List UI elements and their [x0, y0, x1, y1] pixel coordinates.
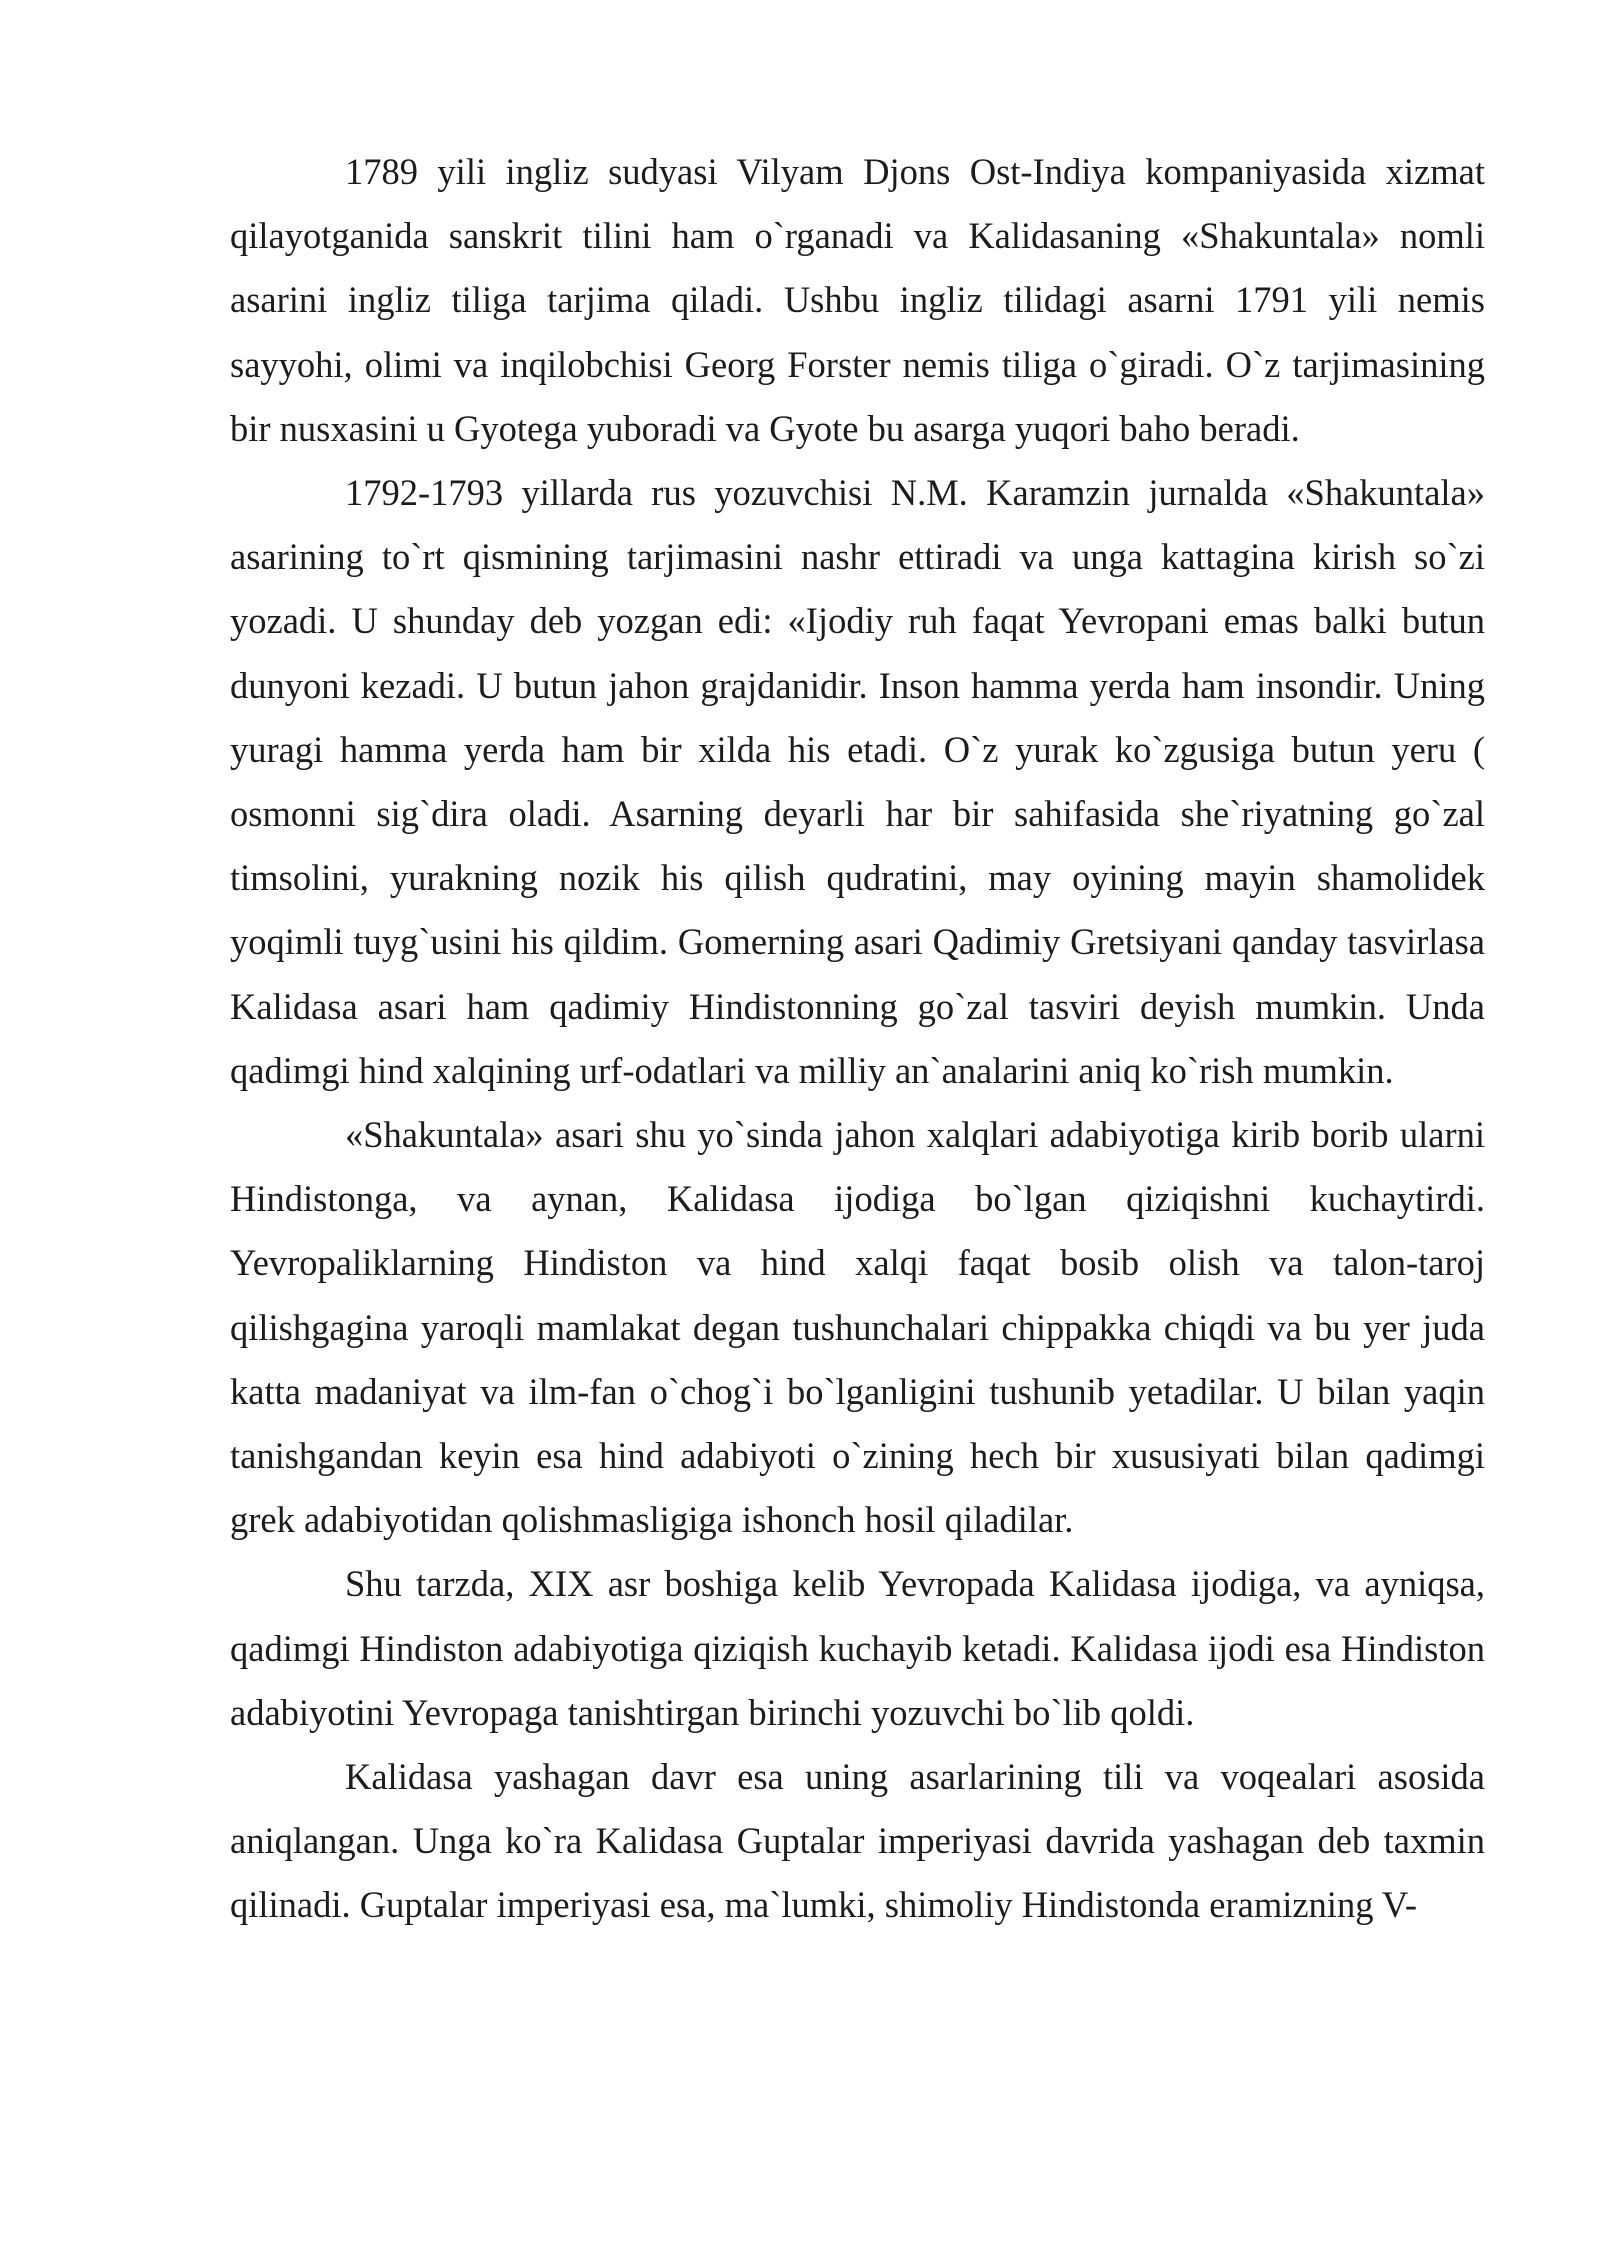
paragraph-3: «Shakuntala» asari shu yo`sinda jahon xalqlari adabiyotiga kirib borib ularni Hindistonga, va aynan, Kalidasa ijodiga bo`lgan qiziqishni kuchaytirdi. Yevropaliklarning Hindiston va hind xalqi faqat bosib olish va talon-taroj qilishgagina yaroqli mamlakat degan tushunchalari chippakka chiqdi va bu yer juda katta madaniyat va ilm-fan o`chog`i bo`lganligini tushunib yetadilar. U bilan yaqin tanishgandan keyin esa hind adabiyoti o`zining hech bir xususiyati bilan qadimgi grek adabiyotidan qolishmasligiga ishonch hosil qiladilar. [230, 1114, 1485, 1541]
document-page [230, 140, 1485, 1938]
paragraph-1: 1789 yili ingliz sudyasi Vilyam Djons Ost-Indiya kompaniyasida xizmat qilayotganida sanskrit tilini ham o`rganadi va Kalidasaning «Shakuntala» nomli asarini ingliz tiliga tarjima qiladi. Ushbu ingliz tilidagi asarni 1791 yili nemis sayyohi, olimi va inqilobchisi Georg Forster nemis tiliga o`giradi. O`z tarjimasining bir nusxasini u Gyotega yuboradi va Gyote bu asarga yuqori baho beradi. [230, 151, 1485, 449]
paragraph-4: Shu tarzda, XIX asr boshiga kelib Yevropada Kalidasa ijodiga, va ayniqsa, qadimgi Hindiston adabiyotiga qiziqish kuchayib ketadi. Kalidasa ijodi esa Hindiston adabiyotini Yevropaga tanishtirgan birinchi yozuvchi bo`lib qoldi. [230, 1563, 1485, 1733]
paragraph-2: 1792-1793 yillarda rus yozuvchisi N.M. Karamzin jurnalda «Shakuntala» asarining to`rt qismining tarjimasini nashr ettiradi va unga kattagina kirish so`zi yozadi. U shunday deb yozgan edi: «Ijodiy ruh faqat Yevropani emas balki butun dunyoni kezadi. U butun jahon grajdanidir. Inson hamma yerda ham insondir. Uning yuragi hamma yerda ham bir xilda his etadi. O`z yurak ko`zgusiga butun yeru ( osmonni sig`dira oladi. Asarning deyarli har bir sahifasida she`riyatning go`zal timsolini, yurakning nozik his qilish qudratini, may oyining mayin shamolidek yoqimli tuyg`usini his qildim. Gomerning asari Qadimiy Gretsiyani qanday tasvirlasa Kalidasa asari ham qadimiy Hindistonning go`zal tasviri deyish mumkin. Unda qadimgi hind xalqining urf-odatlari va milliy an`analarini aniq ko`rish mumkin. [230, 472, 1485, 1091]
paragraph-5: Kalidasa yashagan davr esa uning asarlarining tili va voqealari asosida aniqlangan. Unga ko`ra Kalidasa Guptalar imperiyasi davrida yashagan deb taxmin qilinadi. Guptalar imperiyasi esa, ma`lumki, shimoliy Hindistonda eramizning V- [230, 1756, 1485, 1926]
